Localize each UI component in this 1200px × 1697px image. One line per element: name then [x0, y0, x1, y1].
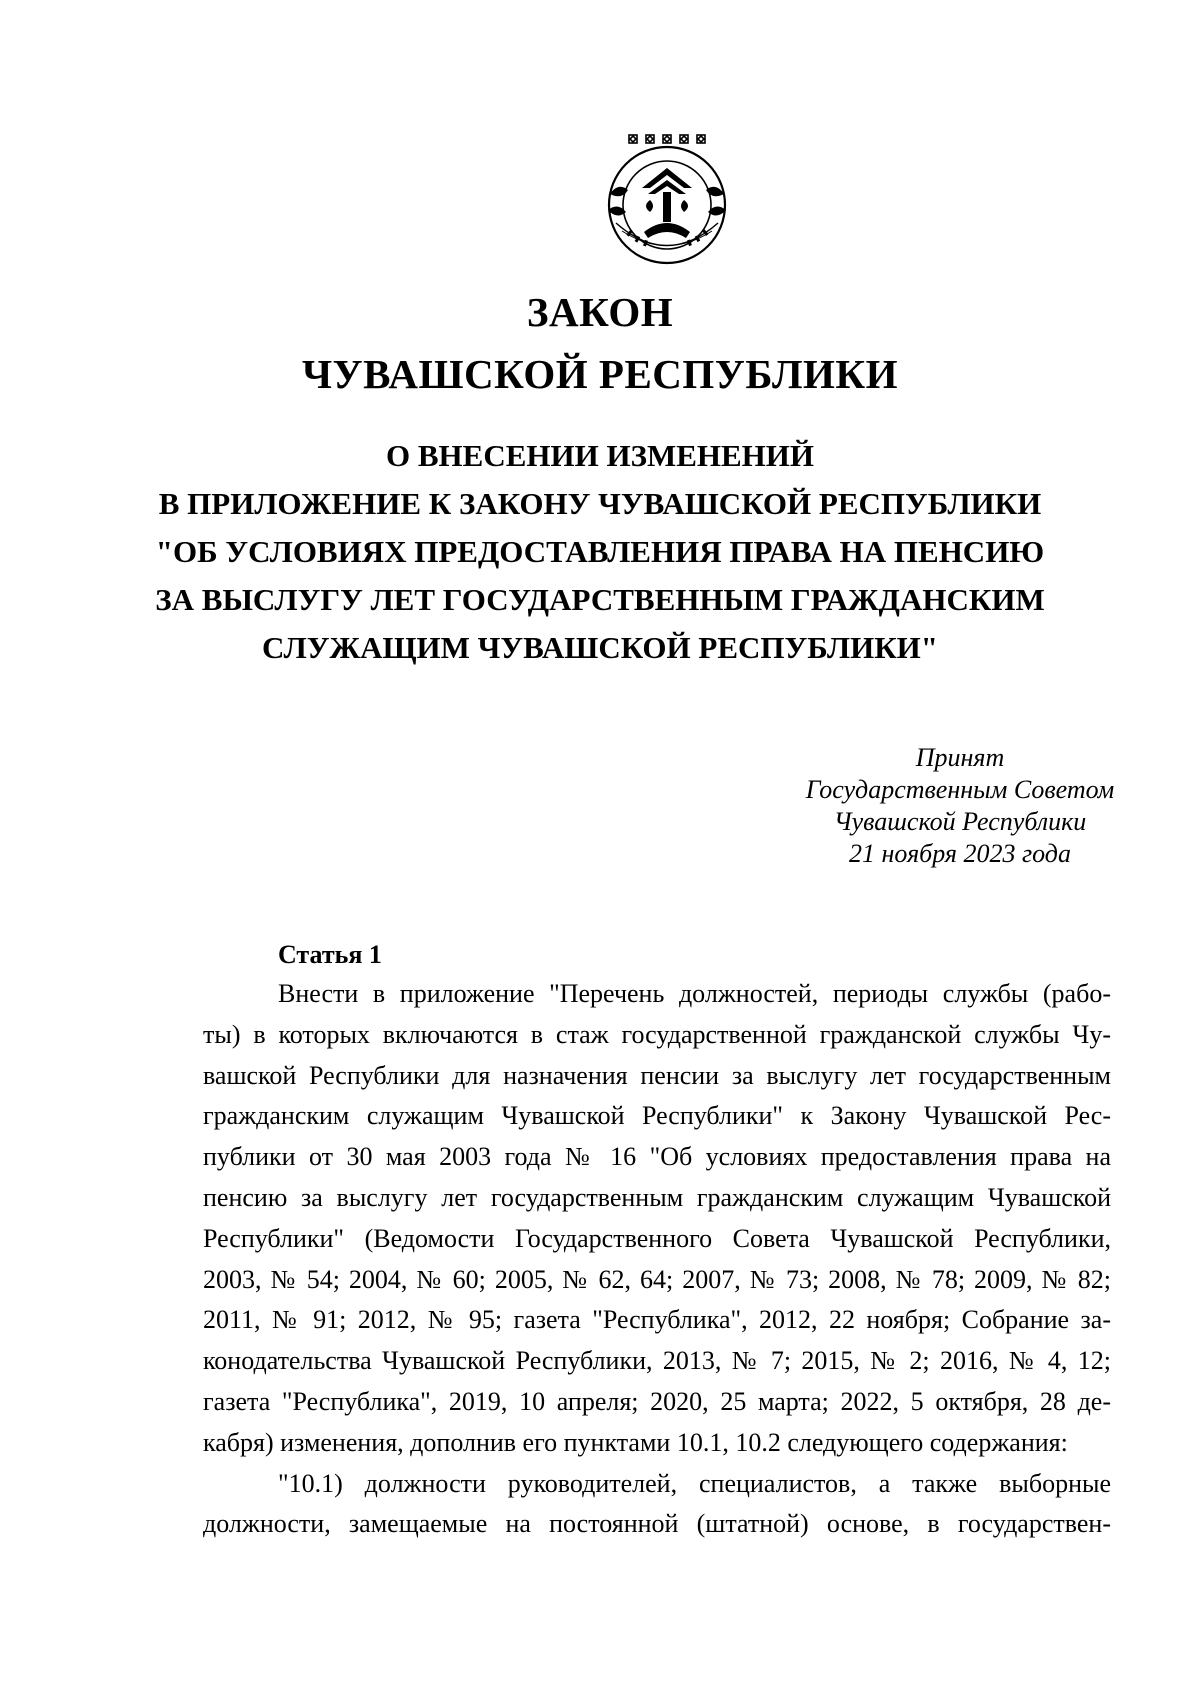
body-line: ты) в которых включаются в стаж государственной гражданской службы Чу- [203, 1019, 1111, 1049]
body-line: пенсию за выслугу лет государственным гражданским служащим Чувашской [203, 1182, 1111, 1212]
body-line: Внести в приложение "Перечень должностей, периоды службы (рабо- [278, 979, 1111, 1008]
adoption-line: Принят [915, 743, 1005, 772]
law-title: ЗАКОН [526, 289, 674, 335]
subject-line: "ОБ УСЛОВИЯХ ПРЕДОСТАВЛЕНИЯ ПРАВА НА ПЕНСИЮ [155, 534, 1045, 569]
coat-of-arms-chuvashia-icon [598, 128, 736, 266]
body-line: конодательства Чувашской Республики, 2013, № 7; 2015, № 2; 2016, № 4, 12; [203, 1346, 1111, 1376]
subject-line: СЛУЖАЩИМ ЧУВАШСКОЙ РЕСПУБЛИКИ" [262, 630, 938, 665]
adoption-line: Государственным Советом [805, 775, 1115, 804]
body-line: публики от 30 мая 2003 года № 16 "Об условиях предоставления права на [203, 1142, 1111, 1172]
article-body [203, 974, 1111, 1545]
adoption-date: 21 ноября 2023 года [849, 839, 1071, 868]
body-line: должности, замещаемые на постоянной (штатной) основе, в государствен- [203, 1509, 1111, 1539]
body-line: 2011, № 91; 2012, № 95; газета "Республика", 2012, 22 ноября; Собрание за- [203, 1305, 1111, 1335]
body-line: кабря) изменения, дополнив его пунктами 10.1, 10.2 следующего содержания: [203, 1427, 1068, 1457]
adoption-note [760, 742, 1160, 870]
subject-line: О ВНЕСЕНИИ ИЗМЕНЕНИЙ [385, 438, 815, 473]
article-heading: Статья 1 [278, 940, 382, 969]
subject-line: В ПРИЛОЖЕНИЕ К ЗАКОНУ ЧУВАШСКОЙ РЕСПУБЛИКИ [158, 486, 1042, 521]
body-line: вашской Республики для назначения пенсии за выслугу лет государственным [203, 1060, 1111, 1090]
body-line: Республики" (Ведомости Государственного Совета Чувашской Республики, [203, 1223, 1111, 1253]
body-line: газета "Республика", 2019, 10 апреля; 2020, 25 марта; 2022, 5 октября, 28 де- [203, 1386, 1111, 1416]
law-region: ЧУВАШСКОЙ РЕСПУБЛИКИ [301, 351, 899, 397]
body-line: гражданским служащим Чувашской Республики" к Закону Чувашской Рес- [203, 1101, 1111, 1131]
body-line: 2003, № 54; 2004, № 60; 2005, № 62, 64; 2007, № 73; 2008, № 78; 2009, № 82; [203, 1264, 1111, 1294]
subject-line: ЗА ВЫСЛУГУ ЛЕТ ГОСУДАРСТВЕННЫМ ГРАЖДАНСКИМ [155, 582, 1045, 617]
adoption-line: Чувашской Республики [833, 807, 1087, 836]
law-subject [150, 432, 1050, 672]
body-line: "10.1) должности руководителей, специалистов, а также выборные [278, 1468, 1111, 1498]
